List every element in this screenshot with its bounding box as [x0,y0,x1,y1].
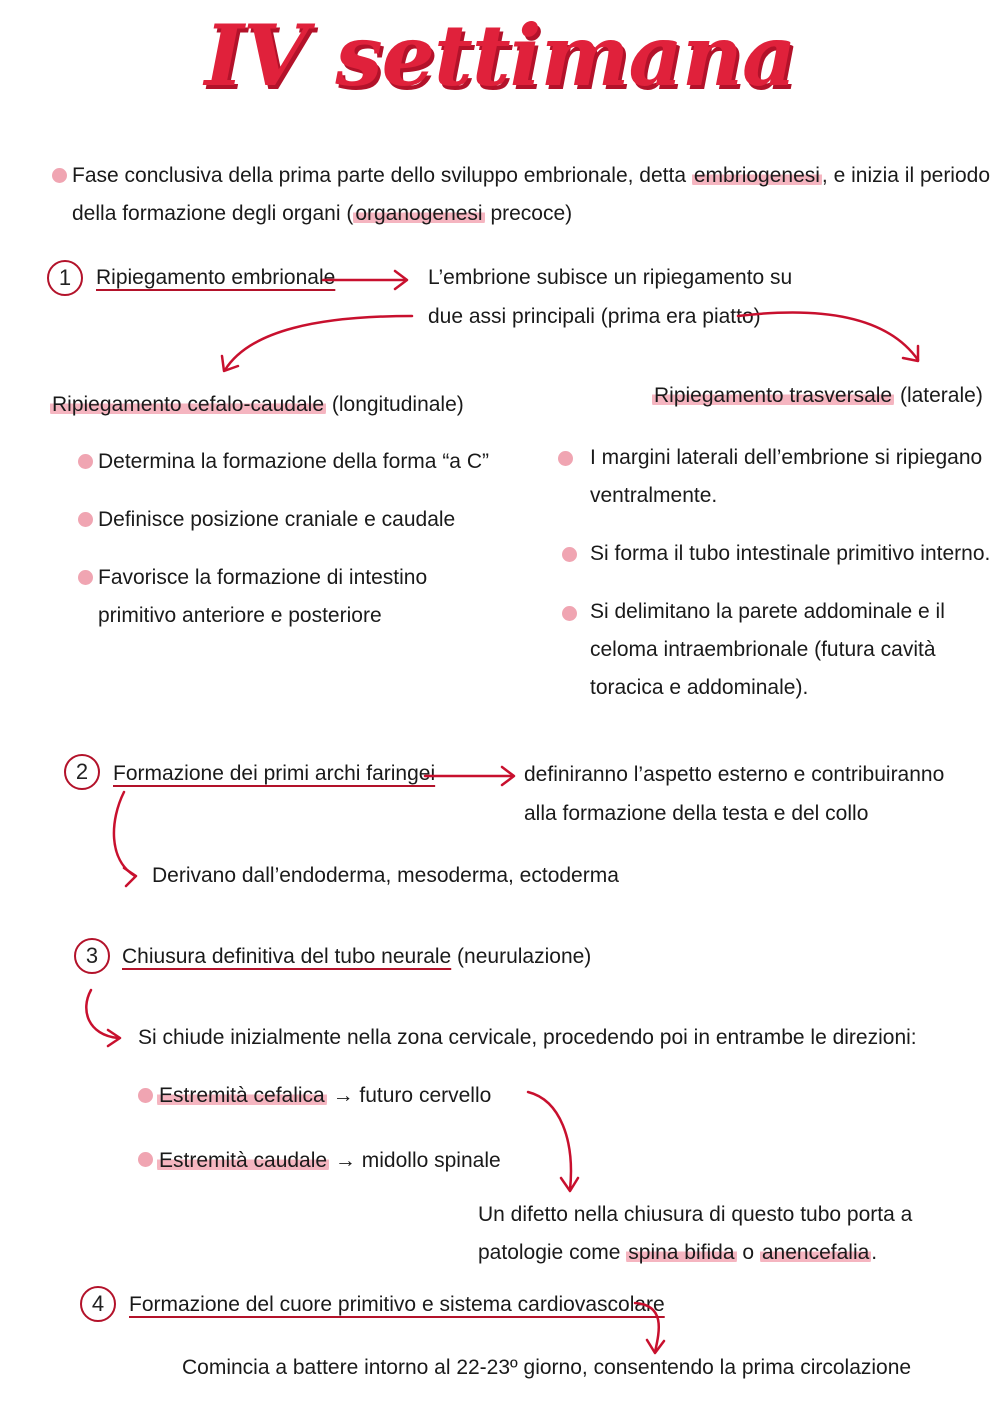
arrow-head-icon [395,271,407,289]
arrow-head-icon [222,356,238,371]
arrow-curve-down-icon [528,1092,571,1190]
bullet-dot [558,451,573,466]
bullet-dot [52,168,67,183]
section-heading-2: Formazione dei primi archi faringei [113,762,436,785]
section-2-desc-1: definiranno l’aspetto esterno e contribuiranno [524,763,945,786]
section-2-desc-2: alla formazione della testa e del collo [524,802,869,825]
bullet-dot [78,570,93,585]
list-item: Estremità caudale → midollo spinale [159,1149,501,1172]
list-item: I margini laterali dell’embrione si ripiegano [590,446,983,469]
arrow-head-icon [561,1178,578,1191]
bullet-dot [78,454,93,469]
list-item: Estremità cefalica → futuro cervello [159,1084,492,1107]
subheading-cefalo-caudale: Ripiegamento cefalo-caudale (longitudinale) [52,393,464,416]
arrow-head-icon [502,767,514,785]
section-2-derive: Derivano dall’endoderma, mesoderma, ectoderma [152,864,619,887]
bullet-dot [138,1152,153,1167]
arrow-curve-left-icon [225,316,412,370]
section-3-defect-2: patologie come spina bifida o anencefalia. [478,1241,878,1264]
section-3-desc: Si chiude inizialmente nella zona cervicale, procedendo poi in entrambe le direzioni: [138,1026,917,1049]
section-number-4: 4 [80,1286,116,1322]
arrow-head-icon [108,1030,120,1046]
list-item: Definisce posizione craniale e caudale [98,508,456,531]
section-number-2: 2 [64,754,100,790]
bullet-dot [562,547,577,562]
section-1-desc-2: due assi principali (prima era piatto) [428,305,761,328]
section-number-1: 1 [47,260,83,296]
section-heading-4: Formazione del cuore primitivo e sistema cardiovascolare [129,1293,665,1316]
intro-line-1: Fase conclusiva della prima parte dello sviluppo embrionale, detta embriogenesi, e inizia il periodo [72,164,991,187]
list-item: celoma intraembrionale (futura cavità [590,638,936,661]
list-item: toracica e addominale). [590,676,809,699]
section-1-desc-1: L’embrione subisce un ripiegamento su [428,266,793,289]
list-item: Favorisce la formazione di intestino [98,566,428,589]
subheading-trasversale: Ripiegamento trasversale (laterale) [654,384,983,407]
intro-line-2: della formazione degli organi (organogenesi precoce) [72,202,573,225]
section-3-defect-1: Un difetto nella chiusura di questo tubo porta a [478,1203,913,1226]
highlight-organogenesi: organogenesi [355,202,483,225]
arrow-down-right-icon [86,990,118,1038]
list-item: Si delimitano la parete addominale e il [590,600,945,623]
section-4-desc: Comincia a battere intorno al 22-23º giorno, consentendo la prima circolazione [182,1356,912,1379]
highlight-embriogenesi: embriogenesi [693,164,820,187]
bullet-dot [78,512,93,527]
page-title: IV settimana [204,6,796,105]
arrow-curve-right-icon [738,313,918,360]
arrow-head-icon [124,868,136,886]
bullet-dot [562,606,577,621]
arrow-head-icon [903,346,918,361]
list-item: Si forma il tubo intestinale primitivo interno. [590,542,991,565]
list-item: primitivo anteriore e posteriore [98,604,382,627]
section-number-3: 3 [74,938,110,974]
list-item: ventralmente. [590,484,718,507]
list-item: Determina la formazione della forma “a C” [98,450,489,473]
arrow-down-right-icon [114,792,135,876]
section-heading-1: Ripiegamento embrionale [96,266,336,289]
bullet-dot [138,1088,153,1103]
section-heading-3: Chiusura definitiva del tubo neurale (neurulazione) [122,945,592,968]
